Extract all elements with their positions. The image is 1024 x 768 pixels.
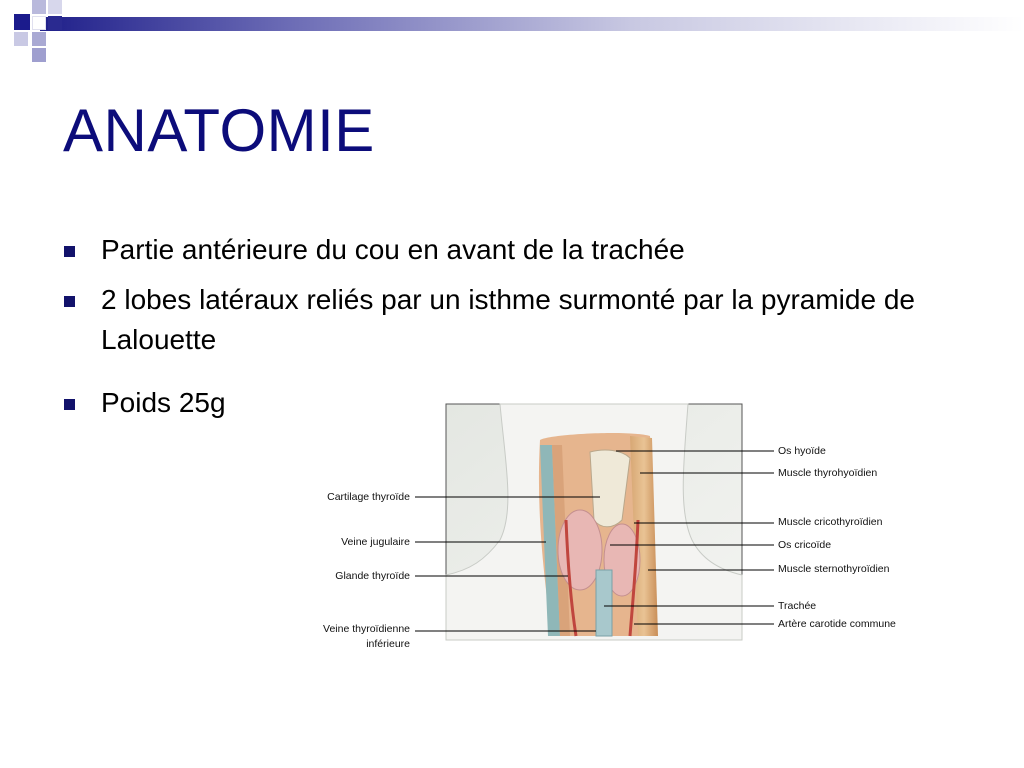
deco-square xyxy=(48,16,62,30)
header-gradient-bar xyxy=(40,17,1024,31)
label-glande-thyroide: Glande thyroïde xyxy=(335,570,410,582)
bullet-text: Partie antérieure du cou en avant de la trachée xyxy=(101,234,685,265)
label-inferieure: inférieure xyxy=(366,638,410,650)
deco-square xyxy=(32,32,46,46)
deco-square xyxy=(32,16,46,30)
bullet-text: Poids 25g xyxy=(101,387,226,418)
label-veine-jugulaire: Veine jugulaire xyxy=(341,536,410,548)
header-decoration xyxy=(0,0,1024,62)
label-veine-thyroidienne: Veine thyroïdienne xyxy=(323,623,410,635)
label-os-hyoide: Os hyoïde xyxy=(778,445,826,457)
anatomy-figure xyxy=(300,400,930,660)
label-trachee: Trachée xyxy=(778,600,817,612)
square-bullet-icon xyxy=(64,246,75,257)
label-os-cricoide: Os cricoïde xyxy=(778,539,832,551)
label-muscle-cricothyroidien: Muscle cricothyroïdien xyxy=(778,516,883,528)
deco-square xyxy=(32,48,46,62)
square-bullet-icon xyxy=(64,399,75,410)
label-cartilage-thyroide: Cartilage thyroïde xyxy=(327,491,410,503)
label-muscle-sternothyroidien: Muscle sternothyroïdien xyxy=(778,563,890,575)
label-artere-carotide: Artère carotide commune xyxy=(778,618,896,630)
deco-square xyxy=(48,0,62,14)
square-bullet-icon xyxy=(64,296,75,307)
deco-square xyxy=(32,0,46,14)
bullet-text: 2 lobes latéraux reliés par un isthme surmonté par la pyramide de Lalouette xyxy=(101,284,915,355)
deco-square xyxy=(14,32,28,46)
slide-title: ANATOMIE xyxy=(63,97,375,164)
deco-square xyxy=(14,14,30,30)
label-muscle-thyrohyoidien: Muscle thyrohyoïdien xyxy=(778,467,878,479)
